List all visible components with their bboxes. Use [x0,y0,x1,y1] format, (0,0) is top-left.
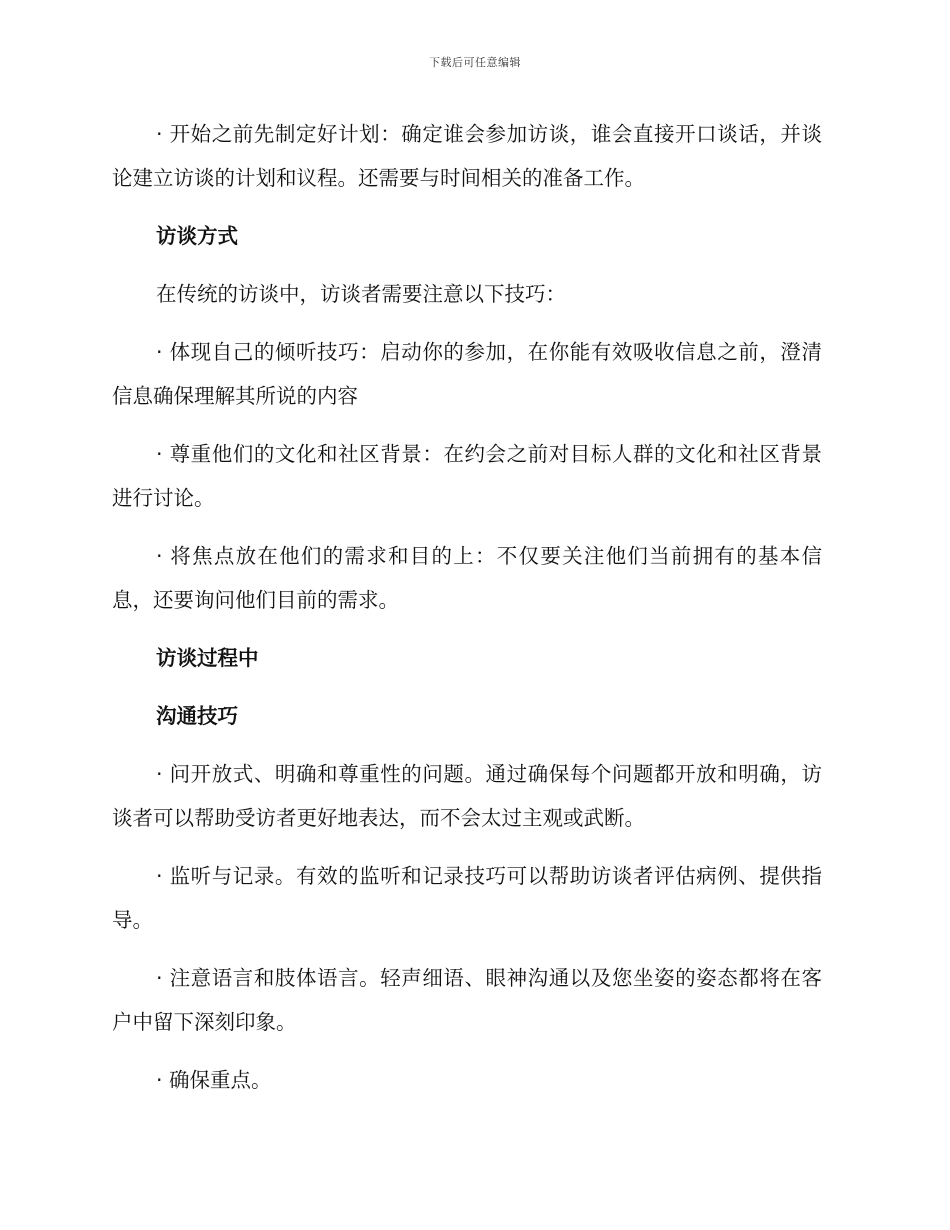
page-header: 下载后可任意编辑 [429,56,521,69]
heading-communication-skills: 沟通技巧 [156,704,238,728]
heading-interview-methods: 访谈方式 [156,224,238,248]
paragraph-traditional-interview: 在传统的访谈中，访谈者需要注意以下技巧： [156,282,566,306]
document-body [112,112,822,1116]
paragraph-body-language: · 注意语言和肢体语言。轻声细语、眼神沟通以及您坐姿的姿态都将在客户中留下深刻印象。 [112,966,822,1034]
paragraph-ensure-focus: · 确保重点。 [156,1068,272,1092]
paragraph-plan-ahead: · 开始之前先制定好计划：确定谁会参加访谈，谁会直接开口谈话，并谈论建立访谈的计划和议程。还需要与时间相关的准备工作。 [112,122,822,190]
paragraph-listen-record: · 监听与记录。有效的监听和记录技巧可以帮助访谈者评估病例、提供指导。 [112,864,822,932]
paragraph-focus-needs: · 将焦点放在他们的需求和目的上：不仅要关注他们当前拥有的基本信息，还要询问他们目前的需求。 [112,544,822,612]
paragraph-listening-skills: · 体现自己的倾听技巧：启动你的参加，在你能有效吸收信息之前，澄清信息确保理解其所说的内容 [112,340,822,408]
paragraph-respect-culture: · 尊重他们的文化和社区背景：在约会之前对目标人群的文化和社区背景进行讨论。 [112,442,822,510]
paragraph-open-questions: · 问开放式、明确和尊重性的问题。通过确保每个问题都开放和明确，访谈者可以帮助受访者更好地表达，而不会太过主观或武断。 [112,762,822,830]
heading-during-interview: 访谈过程中 [156,646,259,670]
